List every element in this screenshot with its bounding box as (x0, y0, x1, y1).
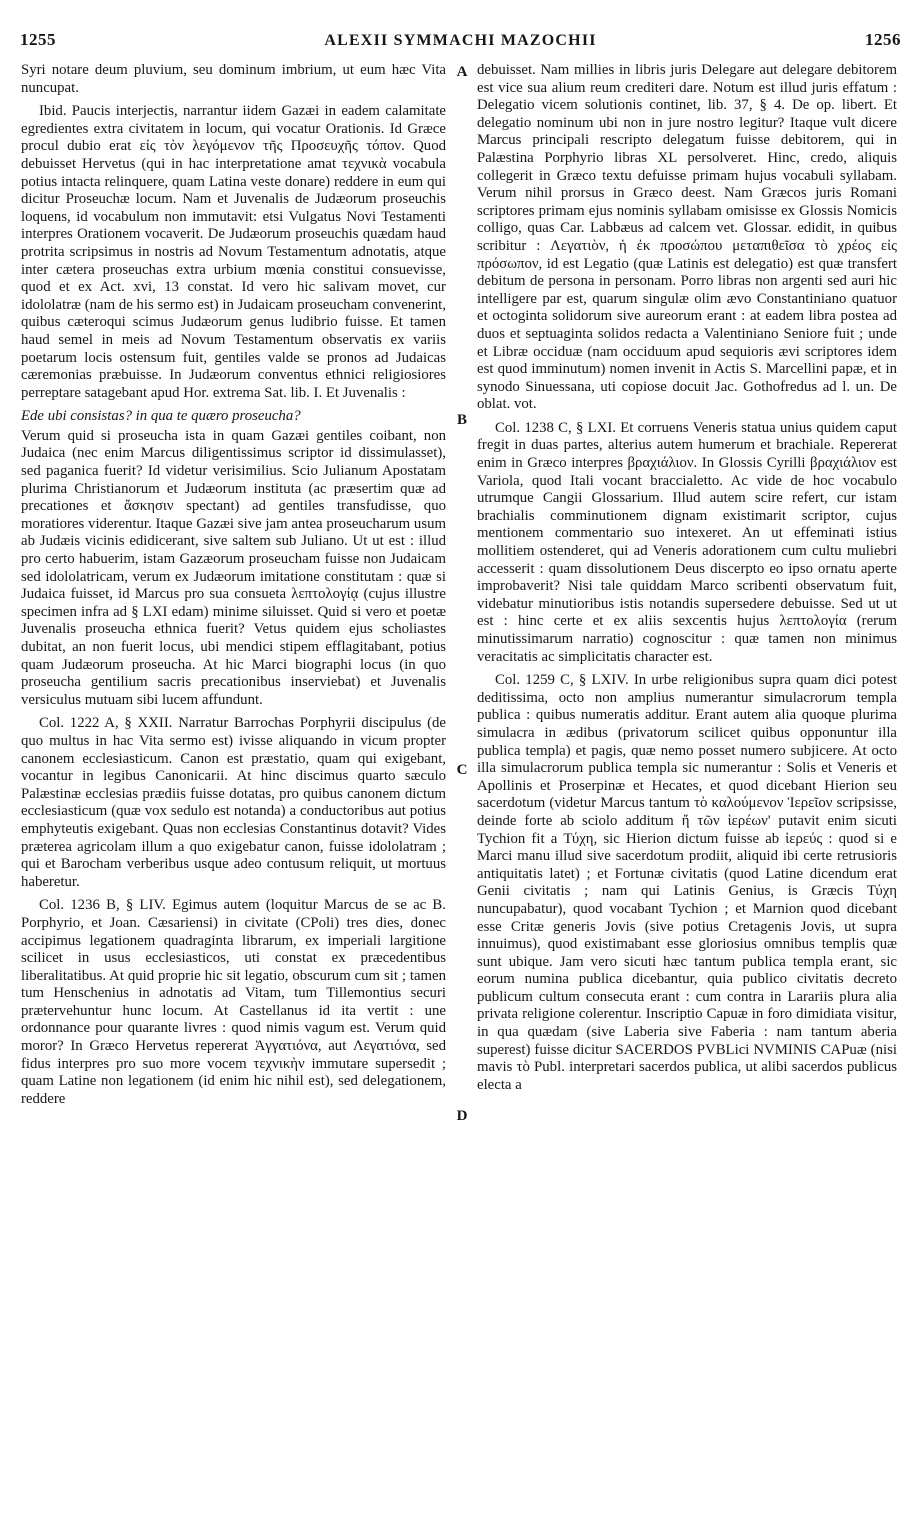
paragraph: debuisset. Nam millies in libris juris Delegare aut delegare debitorem est vice sua alium reum crediteri dare. Notum est illud juris effatum : Delegatio vicem solutionis continet, lib. 37, § 4. De op. libert. Et delegatio nominum ubi non in jure nostro legitur? Itaque vult dicere Marcus principali rescripto delegatum fuisse debitorem, qui in Palæstina Porphyrio libras XL persolveret. Hinc, credo, aliquis collegerit in Græco textu defuisse primam hujus vocabuli syllabam. Verum nihil prorsus in Græco deest. Nam Græcos juris Romani scriptores primam ejus nominis syllabam omisisse ex Glossis Nomicis colligo, quas Car. Labbæus ad calcem vet. Glossar. edidit, in quibus scribitur : Λεγατιὸν, ἡ ἐκ προσώπου μεταπιθεῖσα τὸ χρέος εἰς πρόσωπον, id est Legatio (quæ Latinis est delegatio) est quæ transfert debitum de persona in personam. Porro libras non argenti sed auri hic intelligere par est, quarum singulæ olim ævo Constantiniano quatuor et octoginta solidorum sive aureorum erant : at eadem libra postea ad duos et septuaginta solidos redacta a Valentiniano Seniore fuit ; unde et Libræ occiduæ (nam occiduum apud sequioris ævi scriptores idem est quod imminutum) nomen invenit in Actis S. Marcellini papæ, et in synodo Sinuessana, uti copiose docuit Jac. Gothofredus ad l. un. De oblat. vot. (477, 62, 897, 413)
running-title: ALEXII SYMMACHI MAZOCHII (324, 32, 597, 49)
margin-marker-c: C (456, 762, 468, 778)
margin-marker-d: D (456, 1108, 468, 1124)
running-header (20, 30, 901, 54)
margin-marker-b: B (456, 412, 467, 428)
commentary-entry: Col. 1238 C, § LXI. Et corruens Veneris statua unius quidem caput fregit in duas partes, alterius autem humerum et brachiale. Repererat enim in Græco interpres βραχιάλιον. In Glossis Cyrilli βραχιάλιον est Variola, quod Itali vocant braccialetto. Ac vide de hoc vocabulo utrumque Cangii Glossarium. Illud autem scire refert, cur istam brachialis comminutionem dignam existimarit scriptor, cujus mentionem commentario suo intexeret. An ut effeminati istius mollitiem ostenderet, qui ad Veneris adorationem cum cultu muliebri accesserit : quam dissolutionem Deus discerpto eo ipso ornatu aperte improbaverit? Nisi tale quiddam Marco scribenti observatum fuit, videbatur minutioribus istis notandis supersedere debuisse. Sed ut ut est : hinc certe et ex aliis sexcentis hujus λεπτολογία (rerum minutissimarum narratio) cognoscitur : quæ tamen non minimus veracitatis ac simplicitatis character est. (477, 419, 897, 665)
paragraph: Ibid. Paucis interjectis, narrantur iidem Gazæi in eadem calamitate egredientes extra civitatem in locum, qui vocatur Orationis. Id Græce procul dubio erat εἰς τὸν λεγόμενον τῆς Προσευχῆς τόπον. Quod debuisset Hervetus (qui in hac interpretatione amat τεχνικὰ vocabula potius intacta relinquere, quam Latina veste donare) reddere in eum qui dicitur Proseuchæ locum. Nam et Juvenalis de Judæorum proseuchis loquens, id vocabulum non immutavit: etsi Vulgatus Novi Testamenti interpres Orationem vocaverit. De Judæorum proseuchis quædam haud protrita scripsimus in nostris ad Novum Testamentum adnotatis, atque inter cætera proseuchas extra urbium mœnia constitui consuevisse, quod et ex Act. xvi, 13 constat. Id vero hic salivam movet, cur idololatræ (nam de his sermo est) in Judaicam proseucham convenerint, quibus cæteroqui scimus Judæorum genus ludibrio fuisse. Et tamen haud semel in meis ad Novum Testamentum observatis ex variis poetarum locis ostensum fuit, gentiles valde se pronos ad Judaicas cæremonias præbuisse. In Judæorum conventus ethnici religiosiores perreptare satagebant apud Hor. extrema Sat. lib. I. Et Juvenalis : (21, 103, 446, 401)
margin-marker-a: A (456, 64, 468, 80)
paragraph: Syri notare deum pluvium, seu dominum imbrium, ut eum hæc Vita nuncupat. (21, 62, 446, 96)
commentary-entry: Col. 1222 A, § XXII. Narratur Barrochas Porphyrii discipulus (de quo multus in hac Vita sermo est) ivisse aliquando in vicum propter canonem ecclesiasticum. Canon est præstatio, quam qui exigebant, vocantur in legibus Canonicarii. At hinc discimus quarto sæculo Palæstinæ ecclesias prædiis fuisse dotatas, pro quibus canonem dictum ecclesiasticum (quæ vox sedulo est notanda) a conductoribus aut potius emphyteutis exigebant. Quas non ecclesias Constantinus dotavit? Vides præterea agricolam illum a quo exigebatur canon, fuisse idololatram ; qui et Barocham verberibus usque adeo contusum reliquit, ut mortuus haberetur. (21, 715, 446, 890)
right-column (477, 62, 897, 1100)
commentary-entry: Col. 1236 B, § LIV. Egimus autem (loquitur Marcus de se ac B. Porphyrio, et Joan. Cæsariensi) in civitate (CPoli) tres dies, donec accipimus legationem quadraginta librarum, ex imperiali largitione scilicet in usus ecclesiasticos, uti constat ex præcedentibus liberalitatibus. At quid proprie hic sit legatio, obscurum cum sit ; tamen tum Henschenius in adnotatis ad Vitam, tum Tillemontius securi prætervehuntur hunc locum. At Castellanus id ita vertit : une ordonnance pour quarante livres : quod nimis vagum est. Verum quid moror? In Græco Hervetus repererat Ἀγγατιόνα, aut Λεγατιόνα, sed fidus interpres pro suo more vocem τεχνικὴν immutare supersedit ; quam Latine non legationem (id enim hic nihil est), sed delegationem, reddere (21, 897, 446, 1107)
page-number-left: 1255 (20, 30, 56, 49)
verse-quotation: Ede ubi consistas? in qua te quæro proseucha? (21, 408, 301, 425)
page-number-right: 1256 (865, 30, 901, 49)
left-column (21, 62, 446, 1114)
commentary-entry: Col. 1259 C, § LXIV. In urbe religionibus supra quam dici potest deditissima, octo non amplius numerantur simulacrorum templa publica : quibus numeratis additur. Erant autem alia quoque plurima simulacra in ædibus (privatorum scilicet quibus opponuntur illa publica templa) et pagis, quæ nemo posset numero subjicere. At octo illa simulacrorum publica templa sic numerantur : Solis et Veneris et Apollinis et Proserpinæ et Hecates, et quod dicebant Hierion seu sacerdotum (videtur Marcus tantum τὸ καλούμενον Ἱερεῖον scripsisse, deinde forte ab sciolo additum ἤ τῶν ἱερέων' putavit enim sicuti Tychion fit a Τύχη, sic Hierion dictum fuisse ab ἱερεύς : quod si e Marci manu illud sive sacerdotum prodiit, aliquid ibi certe retrusioris antiquitatis latet) ; et Fortunæ civitatis (quod Latine dicendum erat Genii civitatis ; nam qui Latinis Genius, is Græcis Τύχη nuncupabatur), quod vocabant Tychion ; et Marnion quod dicebant esse Critæ generis Jovis (sive potius Cretagenis Jovis, ut supra innuimus), quod existimabant esse gloriosius omnibus templis quæ sunt ubique. Jam vero sicuti hæc tantum publica templa erant, sic eorum numina publica dicebantur, quia publico civitatis decreto publicum cultum consecuta erant : cum contra in Larariis plura alia privata religione colerentur. Inscriptio Capuæ in foro dimidiata visitur, in qua quædam (sive Laberia sive Faberia : nam tantum aberia superest) fuisse dicitur SACERDOS PVBLici NVMINIS CAPuæ (nisi mavis τὸ Publ. interpretari sacerdos publica, ut alibi sacerdos publicus electa a (477, 672, 897, 1093)
paragraph: Verum quid si proseucha ista in quam Gazæi gentiles coibant, non Judaica (nec enim Marcus diligentissimus scriptor id dissimulasset), sed paganica fuerit? Id videtur verisimilius. Scio Julianum Apostatam plurima Christianorum et Judæorum instituta (ac præsertim quæ ad precationes et ἄσκησιν spectant) ad gentiles transfudisse, quo moratiores viderentur. Itaque Gazæi sive jam antea proseucharum usum ab Judæis vicinis edidicerant, sive saltem sub Juliano. Ut ut est : illud pro certo habuerim, istam Gazæorum proseucham fuisse non Judaicam sed idololatricam, verum ex Judæorum imitatione constitutam : quæ si Judaica fuisset, id Marcus pro sua consueta λεπτολογίᾳ (cujus illustre specimen infra ad § LXI edam) minime siluisset. Quid si vero et poetæ Juvenalis proseucha ethnica fuerit? Vetus quidem ejus scholiastes dubitat, an non fuerit locus, ubi mendici stipem efflagitabant, potius quam Judæorum proseucha. At hic Marci biographi locus (in quo proseucha gentilium sacris precationibus inserviebat) et Juvenalis versiculus mutuam sibi lucem affundunt. (21, 427, 446, 708)
